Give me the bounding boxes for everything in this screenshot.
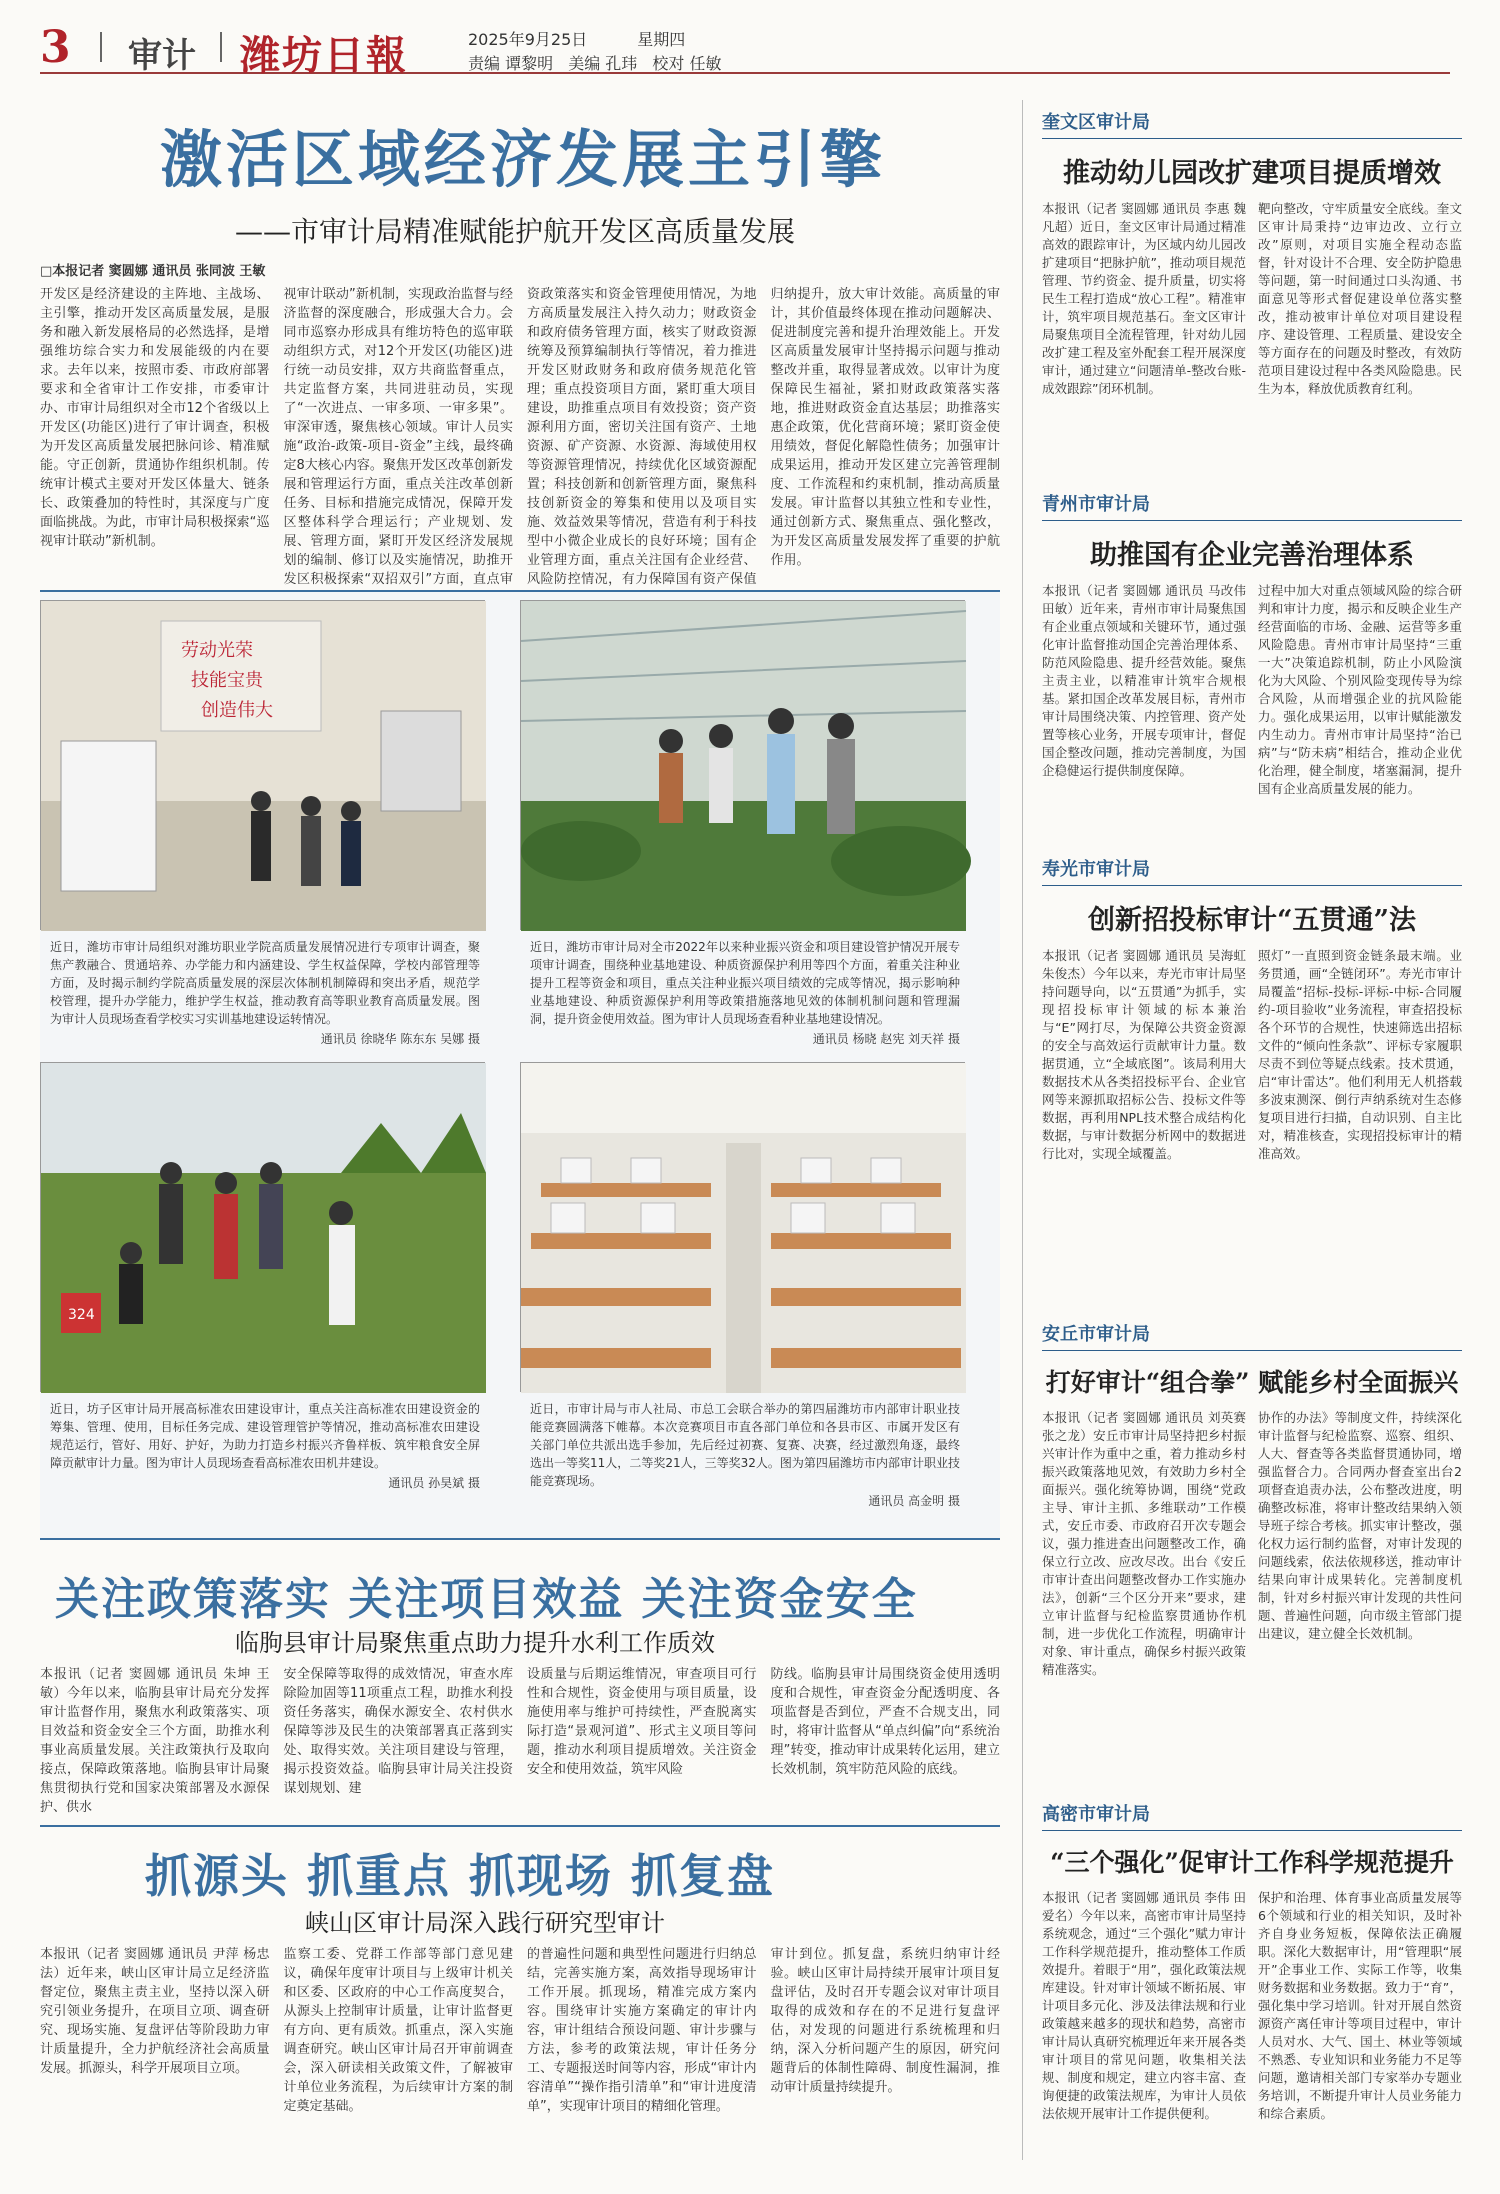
editor-credit: 责编 谭黎明 [468, 54, 554, 73]
photo-caption [50, 938, 480, 1048]
photo-credit: 通讯员 徐晓华 陈东东 吴娜 摄 [320, 1032, 480, 1046]
sidebar-title: 打好审计“组合拳” 赋能乡村全面振兴 [1045, 1368, 1459, 1397]
svg-text:技能宝贵: 技能宝贵 [191, 670, 263, 691]
third-paragraph: 审计到位。抓复盘，系统归纳审计经验。峡山区审计局持续开展审计项目复盘评估，及时召开专题会议对审计项目取得的成效和存在的不足进行复盘评估，对发现的问题进行系统梳理和归纳，深入分析问题产生的原因，研究问题背后的体制性障碍、制度性漏洞，推动审计质量持续提升。 [770, 1947, 1000, 2095]
photo-caption [530, 1400, 960, 1510]
third-paragraph: 本报讯（记者 窦圆娜 通讯员 尹萍 杨忠法）近年来，峡山区审计局立足经济监督定位，聚焦主责主业，坚持以深入研究引领业务提升，在项目立项、调查研究、现场实施、复盘评估等阶段助力审计质量提升，全力护航经济社会高质量发展。抓源头，科学开展项目立项。 [40, 1947, 270, 2076]
sidebar-paragraph: 靶向整改，守牢质量安全底线。奎文区审计局秉持“边审边改、立行立改”原则，对项目实施全程动态监督，针对设计不合理、安全防护隐患等问题，第一时间通过口头沟通、书面意见等形式督促建设单位落实整改，推动被审计单位对项目建设程序、建设管理、工程质量、建设安全等方面存在的问题及时整改，有效防范项目建设过程中各类风险隐患。民生为本，释放优质教育红利。 [1258, 201, 1462, 396]
second-body [40, 1665, 1000, 1815]
photo-classroom [40, 600, 485, 930]
farmland-image [41, 1063, 486, 1393]
photo-block [40, 590, 1000, 1540]
sidebar-tag: 安丘市审计局 [1042, 1320, 1462, 1351]
sidebar-section-anqiu [1042, 1320, 1462, 1780]
masthead-divider [100, 32, 102, 62]
caption-text: 近日，潍坊市审计局组织对潍坊职业学院高质量发展情况进行专项审计调查，聚焦产教融合、贯通培养、办学能力和内涵建设、学生权益保障，学校内部管理等方面，及时揭示制约学院高质量发展的深层次体制机制障碍和突出矛盾，规范学校管理，提升办学能力，维护学生权益，推动教育高等职业教育高质量发展。图为审计人员现场查看学校实习实训基地建设运转情况。 [50, 940, 480, 1026]
caption-text: 近日，坊子区审计局开展高标准农田建设审计，重点关注高标准农田建设资金的筹集、管理、使用，目标任务完成、建设管理管护等情况，推动高标准农田建设规范运行，管好、用好、护好，为助力打造乡村振兴齐鲁样板、筑牢粮食安全屏障贡献审计力量。图为审计人员现场查看高标准农田机井建设。 [50, 1402, 480, 1470]
sidebar-body [1042, 1889, 1462, 2194]
photo-greenhouse [520, 600, 965, 930]
sidebar-body [1042, 1409, 1462, 1799]
paper-name: 潍坊日報 [240, 32, 408, 79]
sidebar-paragraph: 照灯”一直照到资金链条最末端。业务贯通，画“全链闭环”。寿光市审计局覆盖“招标-投标-评标-中标-合同履约-项目验收”业务流程，审查招投标各个环节的合规性，快速筛选出招标文件的“倾向性条款”、评标专家履职尽责不到位等疑点线索。技术贯通，启“审计雷达”。他们利用无人机搭载多波束测深、倒行声纳系统对生态修复项目进行扫描，自动识别、自主比对，精准核查，实现招投标审计的精准高效。 [1258, 948, 1462, 1161]
sidebar-paragraph: 本报讯（记者 窦圆娜 通讯员 李伟 田爱名）今年以来，高密市审计局坚持系统观念，通过“三个强化”赋力审计工作科学规范提升，推动整体工作质效提升。着眼于“用”，强化政策法规库建设。针对审计领域不断拓展、审计项目多元化、涉及法律法规和行业政策越来越多的现状和趋势，高密市审计局认真研究梳理近年来开展各类审计项目的常见问题，收集相关法规、制度和规定，建立内容丰富、查询便捷的政策法规库，为审计人员依法依规开展审计工作提供便利。 [1042, 1890, 1246, 2121]
sidebar-section-qingzhou [1042, 490, 1462, 850]
lead-paragraph: 开发区是经济建设的主阵地、主战场、主引擎，推动开发区高质量发展，是服务和融入新发展格局的必然选择，是增强维坊综合实力和发展能级的内在要求。去年以来，按照市委、市政府部署要求和全省审计工作安排，市委审计办、市审计局组织对全市12个省级以上开发区(功能区)进行了审计调查，积极为开发区高质量发展把脉问诊、精准赋能。守正创新，贯通协作组织机制。传统审计模式主要对开发区体量大、链条长、政策叠加的特性时，其深度与广度面临挑战。为此，市审计局积极探索“巡视审计联动”新机制。 [40, 287, 270, 549]
photo-exam-hall [520, 1062, 965, 1392]
sidebar-body [1042, 200, 1462, 480]
lead-subhead: ——市审计局精准赋能护航开发区高质量发展 [235, 215, 796, 248]
photo-caption [530, 938, 960, 1048]
sidebar-paragraph: 过程中加大对重点领域风险的综合研判和审计力度，揭示和反映企业生产经营面临的市场、金融、运营等多重风险隐患。青州市审计局坚持“三重一大”决策追踪机制，防止小风险演化为大风险、个别风险变现传导为综合风险，从而增强企业的抗风险能力。强化成果运用，以审计赋能激发内生动力。青州市审计局坚持“治已病”与“防未病”相结合，推动企业优化治理，健全制度，堵塞漏洞，提升国有企业高质量发展的能力。 [1258, 583, 1462, 796]
lead-headline: 激活区域经济发展主引擎 [160, 123, 887, 196]
second-paragraph: 设质量与后期运维情况，审查项目可行性和合规性，资金使用与项目质量，设施使用率与维护可持续性，严查脱离实际打造“景观河道”、形式主义项目等问题，推动水利项目提质增效。关注资金安全和使用效益，筑牢风险 [527, 1667, 757, 1777]
sidebar-body [1042, 582, 1462, 872]
sidebar-tag: 寿光市审计局 [1042, 855, 1462, 886]
sidebar-paragraph: 本报讯（记者 窦圆娜 通讯员 刘英赛 张之龙）安丘市审计局坚持把乡村振兴审计作为重中之重，着力推动乡村振兴政策落地见效，有效助力乡村全面振兴。强化统筹协调，围绕“党政主导、审计主抓、多维联动”工作模式，安丘市委、市政府召开次专题会议，强力推进查出问题整改工作，确保立行立改、应改尽改。出台《安丘市审计查出问题整改督办工作实施办法》，创新“三个区分开来”要求，建立审计监督与纪检监察贯通协作机制，进一步优化工作流程，明确审计对象、审计重点，确保乡村振兴政策精准落实。 [1042, 1410, 1246, 1677]
lead-body [40, 285, 1000, 587]
editor-credit: 美编 孔玮 [568, 54, 638, 73]
second-paragraph: 安全保障等取得的成效情况，审查水库除险加固等11项重点工程，助推水利投资任务落实，确保水源安全、农村供水保障等涉及民生的决策部署真正落到实处、取得实效。关注项目建设与管理，揭示投资效益。临朐县审计局关注投资谋划规划、建 [283, 1667, 513, 1796]
photo-caption [50, 1400, 480, 1492]
sidebar-section-kuiwen [1042, 108, 1462, 468]
photo-credit: 通讯员 孙昊斌 摄 [388, 1476, 480, 1490]
issue-weekday: 星期四 [637, 30, 686, 49]
third-headline: 抓源头 抓重点 抓现场 抓复盘 [145, 1849, 776, 1903]
caption-text: 近日，市审计局与市人社局、市总工会联合举办的第四届潍坊市内部审计职业技能竞赛圆满落下帷幕。本次竞赛项目市直各部门单位和各县市区、市属开发区有关部门单位共派出选手参加，先后经过初赛、复赛、决赛，经过激烈角逐，最终选出一等奖11人，二等奖21人，三等奖32人。图为第四届潍坊市内部审计职业技能竞赛现场。 [530, 1402, 960, 1488]
third-body [40, 1945, 1000, 2175]
classroom-image [41, 601, 486, 931]
section-name: 审计 [128, 36, 196, 76]
sidebar-title: 推动幼儿园改扩建项目提质增效 [1063, 158, 1441, 189]
sidebar-title: “三个强化”促审计工作科学规范提升 [1050, 1848, 1454, 1877]
lead-byline: □本报记者 窦圆娜 通讯员 张同波 王敏 [40, 264, 266, 279]
second-paragraph: 本报讯（记者 窦圆娜 通讯员 朱坤 王敏）今年以来，临朐县审计局充分发挥审计监督作用，聚焦水利政策落实、项目效益和资金安全三个方面，助推水利事业高质量发展。关注政策执行及取向接点，保障政策落地。临朐县审计局聚焦贯彻执行党和国家决策部署及水源保护、供水 [40, 1667, 270, 1815]
svg-text:324: 324 [68, 1307, 95, 1323]
masthead-meta [468, 28, 731, 76]
photo-farmland [40, 1062, 485, 1392]
masthead [40, 22, 1450, 79]
third-paragraph: 监察工委、党群工作部等部门意见建议，确保年度审计项目与上级审计机关和区委、区政府的中心工作高度契合，从源头上控制审计质量，让审计监督更有方向、更有质效。抓重点，深入实施调查研究。峡山区审计局召开审前调查会，深入研读相关政策文件，了解被审计单位业务流程，为后续审计方案的制定奠定基础。 [283, 1947, 513, 2114]
sidebar-body [1042, 947, 1462, 1327]
lead-paragraph: 资政策落实和资金管理使用情况，为地方高质量发展注入持久动力；财政资金和政府债务管理方面，核实了财政资源统筹及预算编制执行等情况，着力推进开发区财政财务和政府债务规范化管理；重点投资项目方面，紧盯重大项目建设，助推重点项目有效投资；资产资源利用方面，密切关注国有资产、土地资源、矿产资源、水资源、海域使用权等资源管理情况，持续优化区域资源配置；科技创新和创新管理方面，聚焦科技创新资金的筹集和使用以及项目实施、效益效果等情况，营造有利于科技型中小微企业成长的良好环境；国有企业管理方面，重点关注国有企业经营、风险防控情况，有力保障国有资产保值 [527, 287, 757, 587]
second-headline: 关注政策落实 关注项目效益 关注资金安全 [55, 1574, 918, 1625]
sidebar-paragraph: 保护和治理、体育事业高质量发展等6个领域和行业的相关知识，及时补齐自身业务短板，保障依法正确履职。深化大数据审计，用“管理职“展开”企事业工作、实际工作等，收集财务数据和业务数据。致力于“育”，强化集中学习培训。针对开展自然资源资产离任审计等项目过程中，审计人员对水、大气、国土、林业等领域不熟悉、专业知识和业务能力不足等问题，邀请相关部门专家举办专题业务培训，不断提升审计人员业务能力和综合素质。 [1258, 1890, 1462, 2121]
sidebar-paragraph: 本报讯（记者 窦圆娜 通讯员 吴海虹 朱俊杰）今年以来，寿光市审计局坚持问题导向，以“五贯通”为抓手，实现招投标审计领域的标本兼治与“E”网打尽，为保障公共资金资源的安全与高效运行贡献审计力量。数据贯通，立“全域底图”。该局利用大数据技术从各类招投标平台、企业官网等来源抓取招标公告、投标文件等数据，再利用NPL技术整合成结构化数据，与审计数据分析网中的数据进行比对，实现全域覆盖。 [1042, 948, 1246, 1161]
column-rule [1022, 100, 1023, 2160]
svg-text:创造伟大: 创造伟大 [201, 700, 273, 721]
photo-credit: 通讯员 高金明 摄 [868, 1494, 960, 1508]
sidebar-title: 助推国有企业完善治理体系 [1090, 540, 1414, 571]
lead-paragraph: 视审计联动”新机制，实现政治监督与经济监督的深度融合，形成强大合力。会同市巡察办形成具有维坊特色的巡审联动组织方式，对12个开发区(功能区)进行统一动员安排，双方共商监督重点，共定监督方案，共同进驻动员，实现了“一次进点、一审多项、一审多果”。审深审透，聚焦核心领域。审计人员实施“政治-政策-项目-资金”主线，最终确定8大核心内容。聚焦开发区改革创新发展和管理运行方面，重点关注改革创新任务、目标和措施完成情况，保障开发区整体科学合理运行；产业规划、发展、管理方面，紧盯开发区经济发展规划的编制、修订以及实施情况，助推开发区积极探索“双招双引”方面，直点审 [283, 287, 513, 587]
second-paragraph: 防线。临朐县审计局围绕资金使用透明度和合规性，审查资金分配透明度、各项监督是否到位，严查不合规支出，同时，将审计监督从“单点纠偏”向“系统治理”转变，推动审计成果转化运用，建立长效机制，筑牢防范风险的底线。 [770, 1667, 1000, 1777]
sidebar-section-shouguang [1042, 855, 1462, 1305]
sidebar-paragraph: 本报讯（记者 窦圆娜 通讯员 李惠 魏凡超）近日，奎文区审计局通过精准高效的跟踪审计，为区域内幼儿园改扩建项目“把脉护航”，推动项目规范管理、节约资金、提升质量，切实将民生工程打造成“放心工程”。精准审计，筑牢项目规范基石。奎文区审计局聚焦项目全流程管理，针对幼儿园改扩建工程及室外配套工程开展深度审计，通过建立“问题清单-整改台账-成效跟踪”闭环机制。 [1042, 201, 1246, 396]
editor-credit: 校对 任敏 [652, 54, 722, 73]
greenhouse-image [521, 601, 966, 931]
sidebar-tag: 奎文区审计局 [1042, 108, 1462, 139]
page-number: 3 [40, 22, 71, 73]
exam-hall-image [521, 1063, 966, 1393]
lead-paragraph: 归纳提升，放大审计效能。高质量的审计，其价值最终体现在推动问题解决、促进制度完善和提升治理效能上。开发区高质量发展审计坚持揭示问题与推动整改并重，取得显著成效。以审计为度保障民生福祉，紧扣财政政策落实落地，推进财政资金直达基层；助推落实惠企政策，优化营商环境；紧盯资金使用绩效，督促化解隐性债务；加强审计成果运用，推动开发区建立完善管理制度、工作流程和约束机制，推动高质量发展。审计监督以其独立性和专业性，通过创新方式、聚焦重点、强化整改，为开发区高质量发展发挥了重要的护航作用。 [770, 287, 1000, 568]
sidebar-section-gaomi [1042, 1800, 1462, 2175]
issue-date: 2025年9月25日 [468, 30, 588, 49]
sidebar-title: 创新招投标审计“五贯通”法 [1087, 905, 1417, 936]
sidebar-tag: 高密市审计局 [1042, 1800, 1462, 1831]
photo-credit: 通讯员 杨晓 赵宪 刘天祥 摄 [812, 1032, 960, 1046]
third-subhead: 峡山区审计局深入践行研究型审计 [305, 1909, 665, 1937]
story-divider [40, 1825, 1000, 1827]
sidebar-paragraph: 协作的办法》等制度文件，持续深化审计监督与纪检监察、巡察、组织、人大、督查等各类监督贯通协同，增强监督合力。合同两办督查室出台2项督查追责办法，公布整改进度，明确整改标准，将审计整改结果纳入领导班子综合考核。抓实审计整改，强化权力运行制约监督，对审计发现的问题线索，依法依规移送，推动审计结果向审计成果转化。完善制度机制，针对乡村振兴审计发现的共性问题、普遍性问题，向市级主管部门提出建议，建立健全长效机制。 [1258, 1410, 1462, 1641]
third-paragraph: 的普遍性问题和典型性问题进行归纳总结，完善实施方案，高效指导现场审计工作开展。抓现场，精准完成方案内容。围绕审计实施方案确定的审计内容，审计组结合预设问题、审计步骤与方法，参考的政策法规，审计任务分工、专题报送时间等内容，形成“审计内容清单”“操作指引清单”和“审计进度清单”，实现审计项目的精细化管理。 [527, 1947, 757, 2114]
second-subhead: 临朐县审计局聚焦重点助力提升水利工作质效 [235, 1629, 715, 1657]
svg-text:劳动光荣: 劳动光荣 [181, 640, 253, 661]
sidebar-paragraph: 本报讯（记者 窦圆娜 通讯员 马改伟 田敏）近年来，青州市审计局聚焦国有企业重点领域和关键环节，通过强化审计监督推动国企完善治理体系、防范风险隐患、提升经营效能。聚焦主责主业，以精准审计筑牢合规根基。紧扣国企改革发展目标，青州市审计局围绕决策、内控管理、资产处置等核心业务，开展专项审计，督促国企整改问题，推动完善制度，为国企稳健运行提供制度保障。 [1042, 583, 1246, 778]
caption-text: 近日，潍坊市审计局对全市2022年以来种业振兴资金和项目建设管护情况开展专项审计调查，围绕种业基地建设、种质资源保护利用等四个方面，着重关注种业提升工程等资金和项目，重点关注种业振兴项目绩效的完成等情况，揭示影响种业基地建设、种质资源保护利用等政策措施落地见效的体制机制问题和管理漏洞，提升资金使用效益。图为审计人员现场查看种业基地建设情况。 [530, 940, 960, 1026]
masthead-divider [220, 32, 222, 62]
sidebar-tag: 青州市审计局 [1042, 490, 1462, 521]
